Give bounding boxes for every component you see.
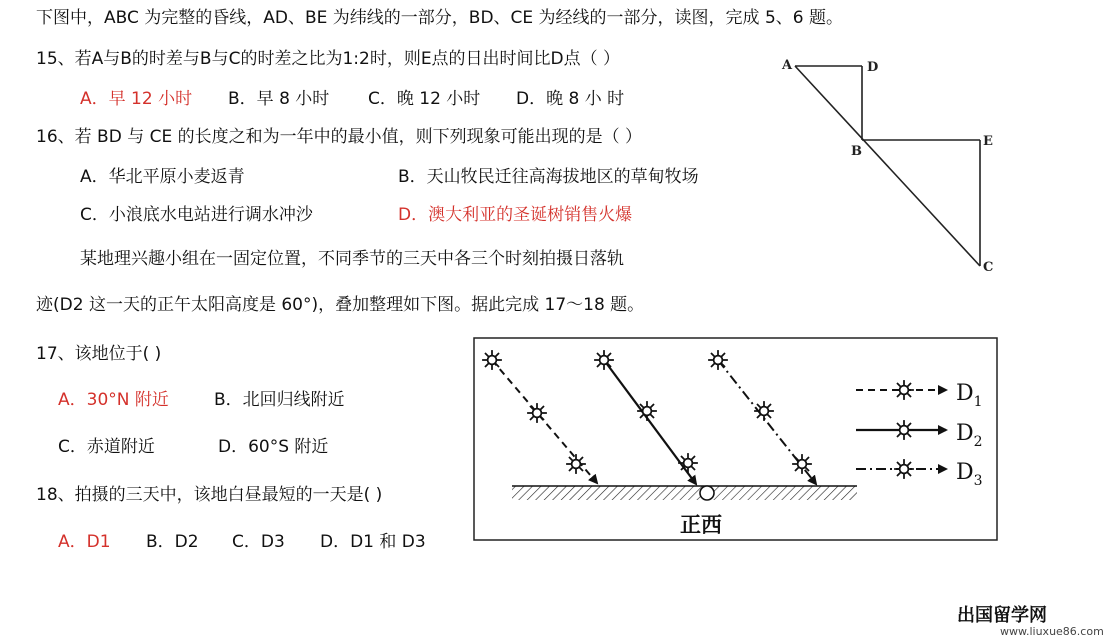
ground-hatching	[512, 486, 857, 500]
legend-label-d3: $D_3$	[956, 460, 983, 489]
question-15-option-b: B．早 8 小时	[228, 89, 330, 109]
watermark-logo-text: 出国留学网	[957, 605, 1047, 626]
question-16-option-b: B．天山牧民迁往高海拔地区的草甸牧场	[398, 167, 699, 187]
sun-d3-3-icon	[792, 454, 812, 474]
question-16-option-c: C．小浪底水电站进行调水冲沙	[80, 205, 313, 225]
sun-d3-1-icon	[708, 350, 728, 370]
trajectory-d3	[718, 360, 816, 484]
question-18-option-d: D．D1 和 D3	[320, 532, 426, 552]
question-18-option-b: B．D2	[146, 532, 199, 552]
question-18-option-a: A．D1	[58, 532, 111, 552]
sun-d2-2-icon	[637, 401, 657, 421]
watermark-url: www.liuxue86.com	[1000, 625, 1104, 638]
trajectory-d2	[604, 360, 696, 484]
question-17-option-b: B．北回归线附近	[214, 390, 345, 410]
due-west-point	[700, 486, 714, 500]
legend-sun-d1-icon	[894, 380, 914, 400]
diagram-frame	[474, 338, 997, 540]
question-18-stem: 18、拍摄的三天中，该地白昼最短的一天是( )	[36, 485, 383, 505]
question-17-option-d: D．60°S 附近	[218, 437, 329, 457]
sun-d1-3-icon	[566, 454, 586, 474]
sun-d1-2-icon	[527, 403, 547, 423]
legend	[856, 380, 983, 489]
intro-text-2-line-2: 迹(D2 这一天的正午太阳高度是 60°)，叠加整理如下图。据此完成 17～18 题。	[36, 295, 645, 315]
question-16-option-d: D．澳大利亚的圣诞树销售火爆	[398, 205, 633, 225]
due-west-label: 正西	[680, 512, 722, 537]
question-15-option-c: C．晚 12 小时	[368, 89, 481, 109]
legend-label-d1: $D_1$	[956, 381, 983, 410]
legend-sun-d2-icon	[894, 420, 914, 440]
intro-text-2-line-1: 某地理兴趣小组在一固定位置，不同季节的三天中各三个时刻拍摄日落轨	[80, 249, 624, 269]
sun-d1-1-icon	[482, 350, 502, 370]
question-17-option-a: A．30°N 附近	[58, 390, 169, 410]
point-label-d: D	[867, 60, 879, 75]
question-18-option-c: C．D3	[232, 532, 285, 552]
trajectory-d1	[492, 360, 597, 483]
point-label-a: A	[782, 58, 793, 73]
question-15-stem: 15、若A与B的时差与B与C的时差之比为1:2时，则E点的日出时间比D点（ ）	[36, 49, 621, 69]
point-label-b: B	[851, 144, 862, 159]
legend-label-d2: $D_2$	[956, 421, 983, 450]
sun-d3-2-icon	[754, 401, 774, 421]
question-17-stem: 17、该地位于( )	[36, 344, 162, 364]
sun-d2-3-icon	[678, 453, 698, 473]
sun-d2-1-icon	[594, 350, 614, 370]
question-17-option-c: C．赤道附近	[58, 437, 155, 457]
question-16-option-a: A．华北平原小麦返青	[80, 167, 245, 187]
point-label-e: E	[983, 134, 993, 149]
intro-text-1: 下图中，ABC 为完整的昏线，AD、BE 为纬线的一部分，BD、CE 为经线的一部分，读图，完成 5、6 题。	[36, 8, 844, 28]
point-label-c: C	[983, 260, 994, 275]
legend-sun-d3-icon	[894, 459, 914, 479]
question-15-option-a: A．早 12 小时	[80, 89, 193, 109]
question-16-stem: 16、若 BD 与 CE 的长度之和为一年中的最小值，则下列现象可能出现的是（ ）	[36, 127, 643, 147]
question-15-option-d: D．晚 8 小 时	[516, 89, 625, 109]
terminator-line-abc	[795, 66, 980, 266]
